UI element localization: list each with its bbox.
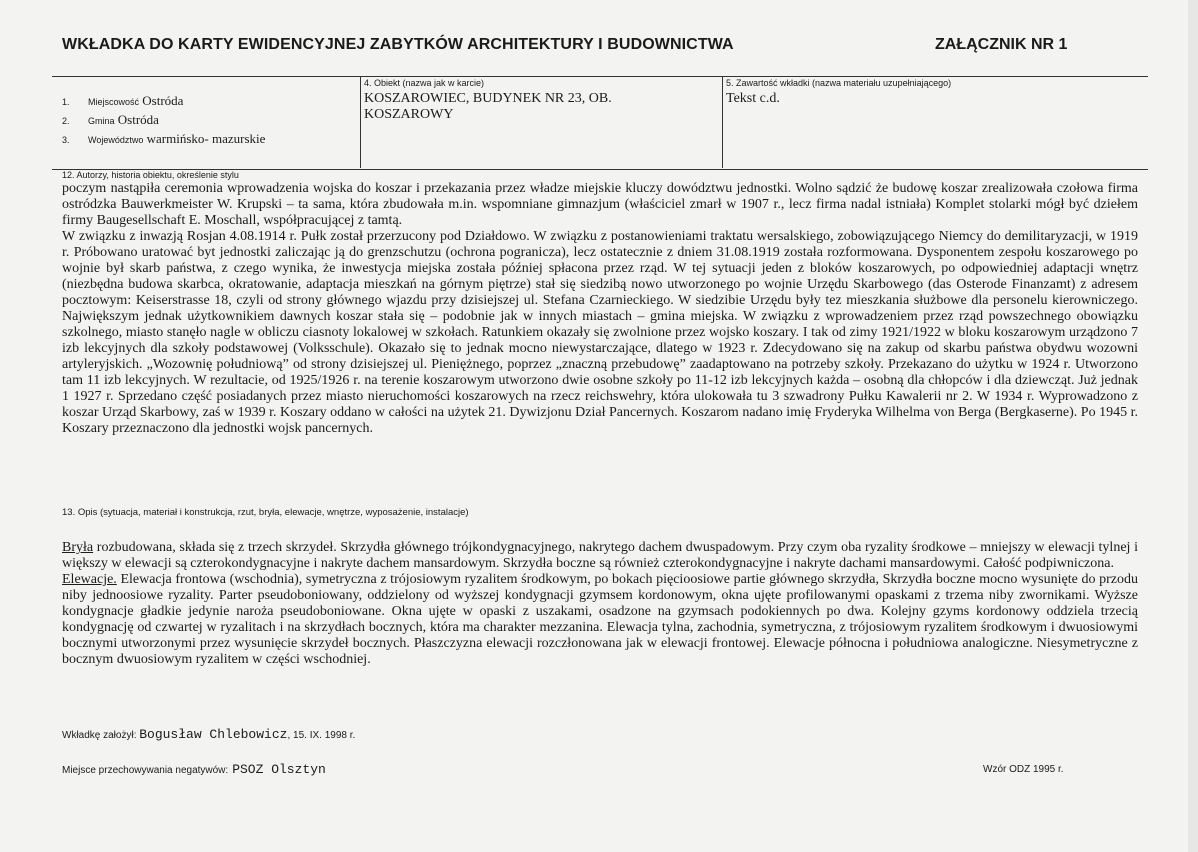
header-divider-2 <box>722 76 723 168</box>
contents-value: Tekst c.d. <box>726 91 780 106</box>
facades-heading: Elewacje. <box>62 572 117 587</box>
section-13-label: 13. Opis (sytuacja, materiał i konstrukcja, rzut, bryła, elewacje, wnętrze, wyposażenie, instalacje) <box>62 507 469 518</box>
author-name: Bogusław Chlebowicz <box>139 727 288 742</box>
commune-value: Ostróda <box>117 112 159 127</box>
section-13-text <box>62 540 1138 668</box>
document-title: WKŁADKA DO KARTY EWIDENCYJNEJ ZABYTKÓW ARCHITEKTURY I BUDOWNICTWA <box>62 36 734 53</box>
contents-label: 5. Zawartość wkładki (nazwa materiału uzupełniającego) <box>726 78 952 88</box>
history-paragraph: W związku z inwazją Rosjan 4.08.1914 r. Pułk został przerzucony pod Działdowo. W związku z postanowieniami traktatu wersalskiego, zobowiązującego Niemcy do demilitaryzacji, w 1919 r. Próbowano uratować byt jednostki zaliczając ją do grenzschutzu (ochrona pogranicza), lecz ostatecznie z dniem 31.08.1919 została rozformowana. Dysponentem zespołu koszarowego po wojnie był skarb państwa, z czego wynika, że inwestycja miejska została później spłacona przez rząd. W tej sytuacji jeden z bloków koszarowych, po odpowiedniej adaptacji wnętrz (niezbędna budowa skarbca, okratowanie, adaptacja mieszkań na górnym piętrze) stał się siedzibą nowo utworzonego po wojnie Urzędu Skarbowego (das Osterode Finanzamt) z adresem pocztowym: Keiserstrasse 18, czyli od strony głównego wjazdu przy dzisiejszej ul. Stefana Czarnieckiego. W siedzibie Urzędu były tez mieszkania służbowe dla personelu kierowniczego. Największym jednak użytkownikiem dawnych koszar stała się – podobnie jak w innych miastach – gmina miejska. W związku z wprowadzeniem przez rząd powszechnego obowiązku szkolnego, miasto stanęło nagle w obliczu ciasnoty lokalowej w szkołach. Ratunkiem okazały się zwolnione przez wojsko koszary. I tak od zimy 1921/1922 w bloku koszarowym urządzono 7 izb lekcyjnych dla szkoły podstawowej (Volksschule). Okazało się to jednak mocno niewystarczające, dlatego w 1923 r. Zdecydowano się na zakup od skarbu państwa obydwu wozowni artyleryjskich. „Wozownię południową” od strony dzisiejszej ul. Pieniężnego, poprzez „znaczną przebudowę” zaadaptowano na potrzeby szkoły. Przekazano do użytku w 1924 r. Utworzono tam 11 izb lekcyjnych. W rezultacie, od 1925/1926 r. na terenie koszarowym utworzono dwie osobne szkoły po 11-12 izb lekcyjnych każda – osobną dla chłopców i dla dziewcząt. Już jednak 1 1927 r. Sprzedano część posiadanych przez miasto nieruchomości koszarowych na rzecz reichswehry, która ulokowała tu 3 szwadrony Pułku Kawalerii nr 2. W 1934 r. Wyprowadzono z koszar Urząd Skarbowy, zaś w 1939 r. Koszary oddano w całości na użytek 21. Dywizjonu Dział Pancernych. Koszarom nadano imię Fryderyka Wilhelma von Berga (Bergkaserne). Po 1945 r. Koszary przeznaczono dla jednostki wojsk pancernych. <box>62 229 1138 436</box>
author-date: , 15. IX. 1998 r. <box>287 730 356 741</box>
massing-paragraph: Bryła rozbudowana, składa się z trzech skrzydeł. Skrzydła głównego trójkondygnacyjnego, nakrytego dachem dwuspadowym. Przy czym oba ryzality środkowe – mniejszy w elewacji tylnej i większy w elewacji są czterokondygnacyjne i nakryte dachem mansardowym. Skrzydła boczne są również czterokondygnacyjne i nakryte dachami mansardowymi. Całość podpiwniczona. <box>62 540 1138 571</box>
field-town: 1. Miejscowość Ostróda <box>62 93 184 108</box>
object-label: 4. Obiekt (nazwa jak w karcie) <box>364 78 485 88</box>
author-line: Wkładkę założył: Bogusław Chlebowicz, 15. IX. 1998 r. <box>62 727 356 742</box>
annex-number: ZAŁĄCZNIK NR 1 <box>935 36 1068 53</box>
section-12-label: 12. Autorzy, historia obiektu, określenie stylu <box>62 170 239 180</box>
field-commune: 2. Gmina Ostróda <box>62 112 159 127</box>
town-value: Ostróda <box>142 93 184 108</box>
massing-heading: Bryła <box>62 540 94 555</box>
section-12-text <box>62 181 1138 437</box>
form-version: Wzór ODZ 1995 r. <box>983 764 1064 775</box>
object-field <box>364 78 718 123</box>
header-divider-1 <box>360 76 361 168</box>
field-voivodeship: 3. Województwo warmińsko- mazurskie <box>62 131 266 146</box>
storage-value: PSOZ Olsztyn <box>232 762 326 777</box>
scan-edge <box>1188 0 1198 852</box>
location-fields <box>62 92 265 149</box>
contents-field <box>726 78 1146 107</box>
negatives-storage-line: Miejsce przechowywania negatywów: PSOZ Olsztyn <box>62 762 326 777</box>
object-value: KOSZAROWIEC, BUDYNEK NR 23, OB. KOSZAROWY <box>364 91 612 122</box>
history-paragraph: poczym nastąpiła ceremonia wprowadzenia wojska do koszar i przekazania przez władze miejskie kluczy dowództwu jednostki. Wolno sądzić że budowę koszar zrealizowała czołowa firma ostródzka Bauwerkmeister W. Krupski – ta sama, która zbudowała m.in. wspomniane gimnazjum (właściciel zmarł w 1907 r., lecz firma nadal istniała) Komplet stolarki mógł być dziełem firmy Baugesellschaft E. Moschall, współpracującej z tamtą. <box>62 181 1138 228</box>
voivodeship-value: warmińsko- mazurskie <box>146 131 266 146</box>
facades-paragraph: Elewacje. Elewacja frontowa (wschodnia), symetryczna z trójosiowym ryzalitem środkowym, po bokach pięcioosiowe partie głównego skrzydła, Skrzydła boczne mocno wysunięte do przodu niby jednoosiowe ryzality. Parter pseudoboniowany, oddzielony od wyższej kondygnacji gzymsem kordonowym, okna ujęte profilowanymi opaskami z trzema niby zwornikami. Wyższe kondygnacje gładkie jedynie naroża pseudoboniowane. Okna ujęte w opaski z uszakami, osadzone na gzymsach podokiennych po dwa. Kolejny gzyms kordonowy oddziela trzecią kondygnację od czwartej w ryzalitach i na skrzydłach bocznych, która ma charakter mezzanina. Elewacja tylna, zachodnia, symetryczna, z trójosiowym ryzalitem środkowym i dwuosiowymi bocznymi utworzonymi przez wysunięcie skrzydeł bocznych. Płaszczyzna elewacji rozczłonowana jak w elewacji frontowej. Elewacje północna i południowa analogiczne. Niesymetryczne z bocznym dwuosiowym ryzalitem w części wschodniej. <box>62 572 1138 667</box>
